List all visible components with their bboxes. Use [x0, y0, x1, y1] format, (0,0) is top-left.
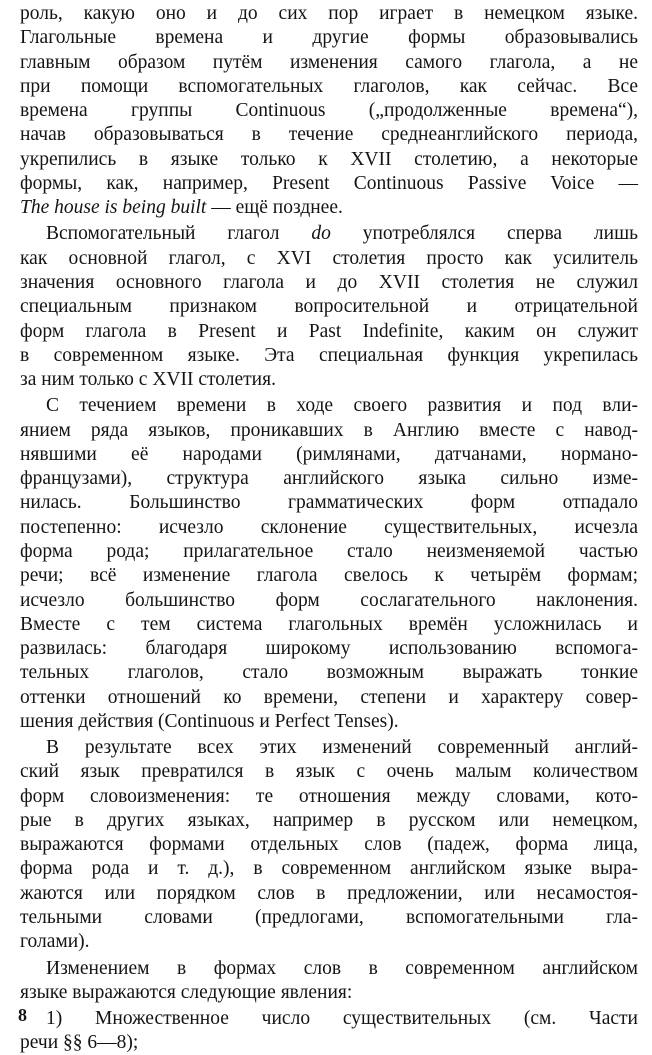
- text-line: как основной глагол, с XVI столетия просто как усилитель: [20, 247, 638, 269]
- text-line: Глагольные времена и другие формы образовывались: [20, 27, 638, 49]
- text-line: Вместе с тем система глагольных времён усложнилась и: [20, 613, 638, 635]
- text-line: исчезло большинство форм сослагательного наклонения.: [20, 589, 638, 611]
- text-line: Вспомогательный глагол do употреблялся сперва лишь: [46, 223, 639, 245]
- text-line: формы, как, например, Present Continuous Passive Voice —: [20, 172, 638, 194]
- text-line: постепенно: исчезло склонение существительных, исчезла: [20, 516, 638, 538]
- text-line: времена группы Continuous („продолженные времена“),: [20, 100, 638, 122]
- text-line: шения действия (Continuous и Perfect Tenses).: [20, 710, 399, 732]
- text-line: выражаются формами отдельных слов (падеж, форма лица,: [20, 834, 638, 856]
- text-line: нявшими её народами (римлянами, датчанами, нормано-: [20, 443, 638, 465]
- text-line: за ним только с XVII столетия.: [20, 369, 276, 390]
- text-line: нилась. Большинство грамматических форм отпадало: [20, 492, 638, 514]
- text-line: тельными словами (предлогами, вспомогательными гла-: [20, 907, 638, 928]
- text-line: ский язык превратился в язык с очень малым количеством: [20, 761, 638, 783]
- text-line: в современном языке. Эта специальная функция укрепилась: [20, 344, 638, 366]
- text-line: Изменением в формах слов в современном английском: [46, 957, 638, 979]
- text-line: роль, какую оно и до сих пор играет в немецком языке.: [20, 3, 638, 24]
- text-line: главным образом путём изменения самого глагола, а не: [20, 51, 638, 73]
- text-line: С течением времени в ходе своего развития и под вли-: [46, 395, 638, 417]
- text-line: речи §§ 6—8);: [20, 1032, 139, 1054]
- page-number: 8: [18, 1005, 27, 1025]
- text-line: форм глагола в Present и Past Indefinite, каким он служит: [20, 320, 638, 342]
- text-line: языке выражаются следующие явления:: [20, 981, 353, 1003]
- text-line: начав образовываться в течение среднеанглийского периода,: [20, 124, 638, 146]
- text-line: при помощи вспомогательных глаголов, как сейчас. Все: [20, 75, 638, 97]
- text-line: значения основного глагола и до XVII столетия не служил: [20, 272, 638, 293]
- text-line: форма рода; прилагательное стало неизменяемой частью: [20, 540, 638, 562]
- text-line: 1) Множественное число существительных (см. Части: [46, 1008, 638, 1030]
- text-line: развилась: благодаря широкому использованию вспомога-: [20, 638, 638, 659]
- text-line: форм словоизменения: те отношения между словами, кото-: [20, 785, 638, 807]
- text-line: укрепились в языке только к XVII столетию, а некоторые: [20, 148, 638, 170]
- text-line: специальным признаком вопросительной и отрицательной: [20, 296, 638, 318]
- text-line: голами).: [20, 931, 90, 953]
- text-line: тельных глаголов, стало возможным выражать тонкие: [20, 662, 638, 684]
- text-line: The house is being built — ещё позднее.: [20, 197, 343, 219]
- text-line: жаются или порядком слов в предложении, или несамостоя-: [20, 882, 638, 904]
- text-line: рые в других языках, например в русском или немецком,: [20, 809, 638, 831]
- text-line: французами), структура английского языка сильно изме-: [20, 468, 638, 490]
- text-line: оттенки отношений ко времени, степени и характеру совер-: [20, 686, 638, 708]
- text-line: янием ряда языков, проникавших в Англию вместе с навод-: [20, 419, 638, 441]
- text-line: форма рода и т. д.), в современном английском языке выра-: [20, 858, 638, 880]
- text-line: речи; всё изменение глагола свелось к четырём формам;: [20, 565, 638, 587]
- text-line: В результате всех этих изменений современный англий-: [46, 737, 638, 759]
